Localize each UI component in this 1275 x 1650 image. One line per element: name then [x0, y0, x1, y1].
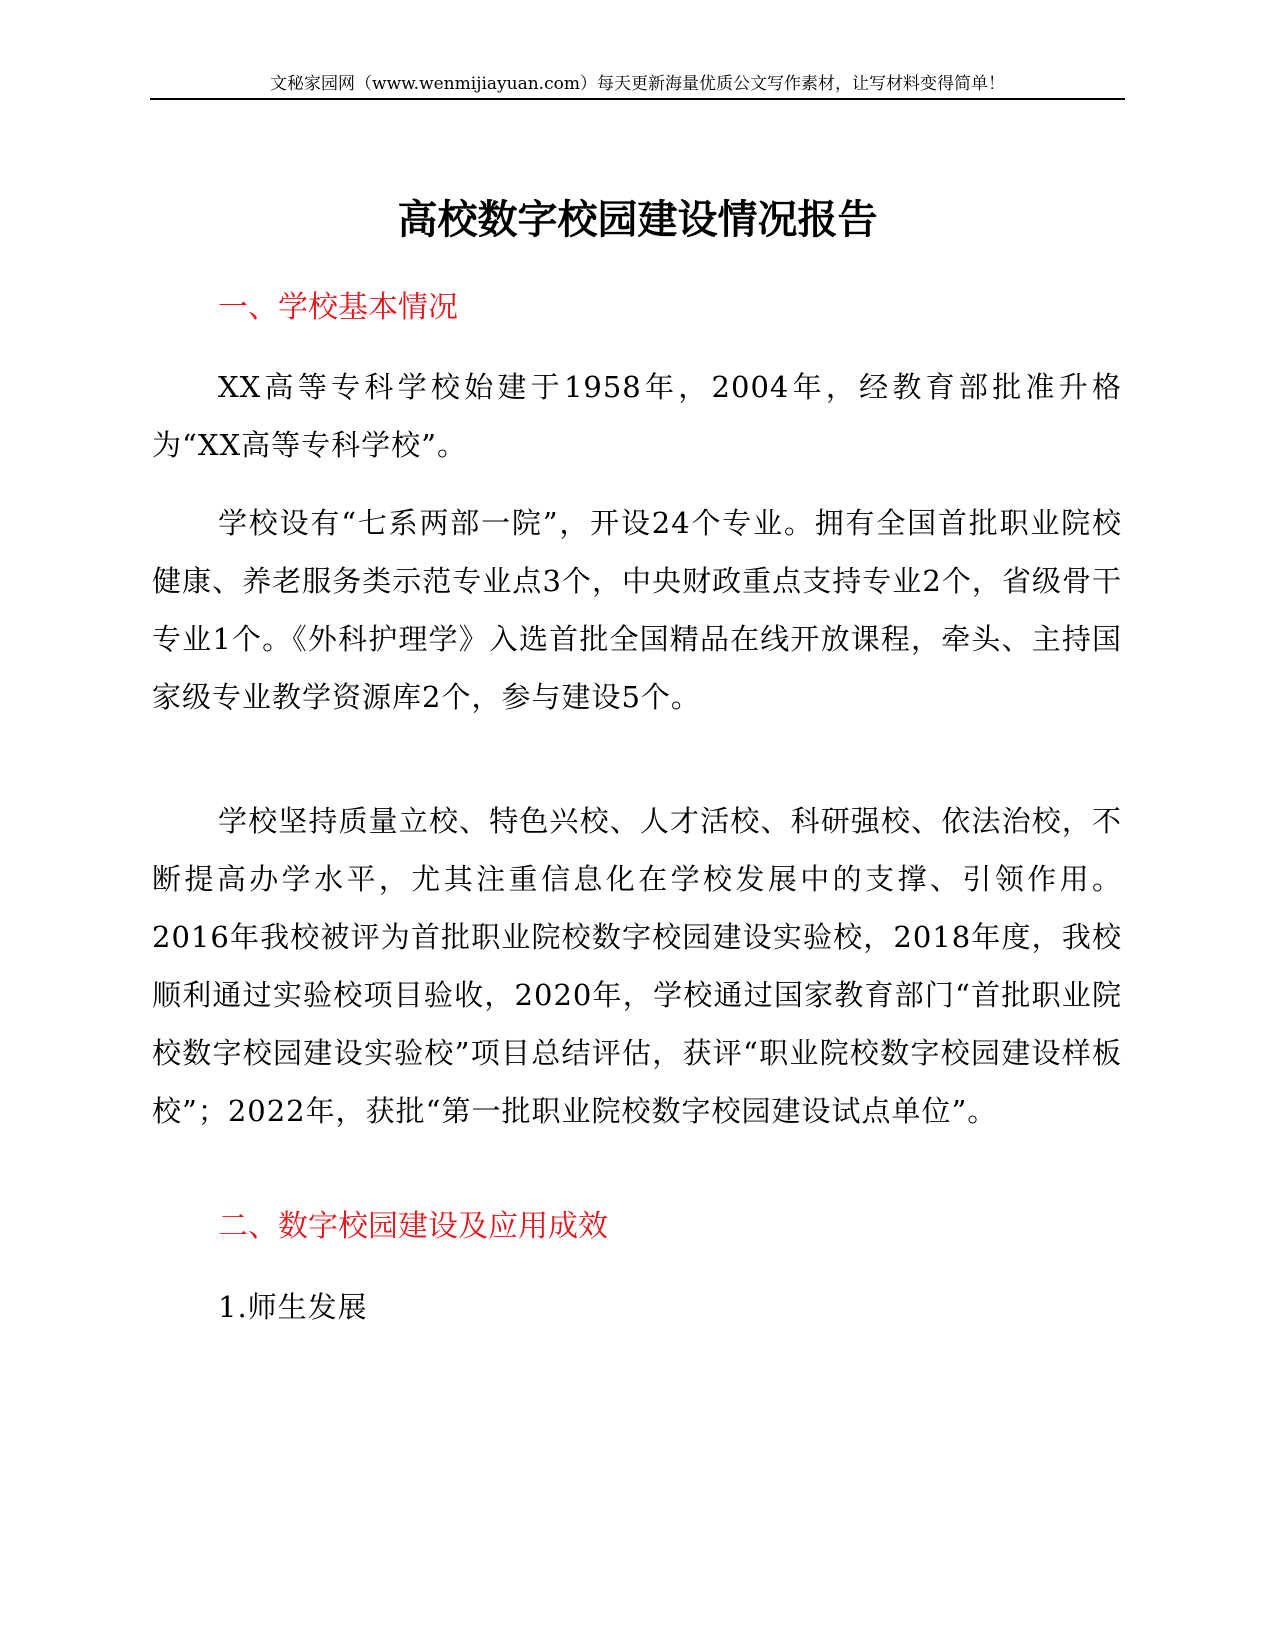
section-heading-achievements: 二、数字校园建设及应用成效	[218, 1209, 608, 1244]
subheading-teacher-student-development: 1.师生发展	[218, 1290, 368, 1324]
paragraph-departments: 学校设有“七系两部一院”，开设24个专业。拥有全国首批职业院校健康、养老服务类示范专业点3个，中央财政重点支持专业2个，省级骨干专业1个。《外科护理学》入选首批全国精品在线开放课程，牵头、主持国家级专业教学资源库2个，参与建设5个。	[152, 506, 1122, 714]
document-title: 高校数字校园建设情况报告	[397, 196, 878, 243]
page-header: 文秘家园网（www.wenmijiayuan.com）每天更新海量优质公文写作素材，让写材料变得简单！	[150, 74, 1125, 100]
paragraph-development: 学校坚持质量立校、特色兴校、人才活校、科研强校、依法治校，不断提高办学水平，尤其注重信息化在学校发展中的支撑、引领作用。2016年我校被评为首批职业院校数字校园建设实验校，2018年度，我校顺利通过实验校项目验收，2020年，学校通过国家教育部门“首批职业院校数字校园建设实验校”项目总结评估，获评“职业院校数字校园建设样板校”；2022年，获批“第一批职业院校数字校园建设试点单位”。	[152, 804, 1122, 1128]
section-heading-basic-info: 一、学校基本情况	[218, 290, 458, 325]
paragraph-founding: XX高等专科学校始建于1958年，2004年，经教育部批准升格为“XX高等专科学校”。	[152, 370, 1122, 462]
